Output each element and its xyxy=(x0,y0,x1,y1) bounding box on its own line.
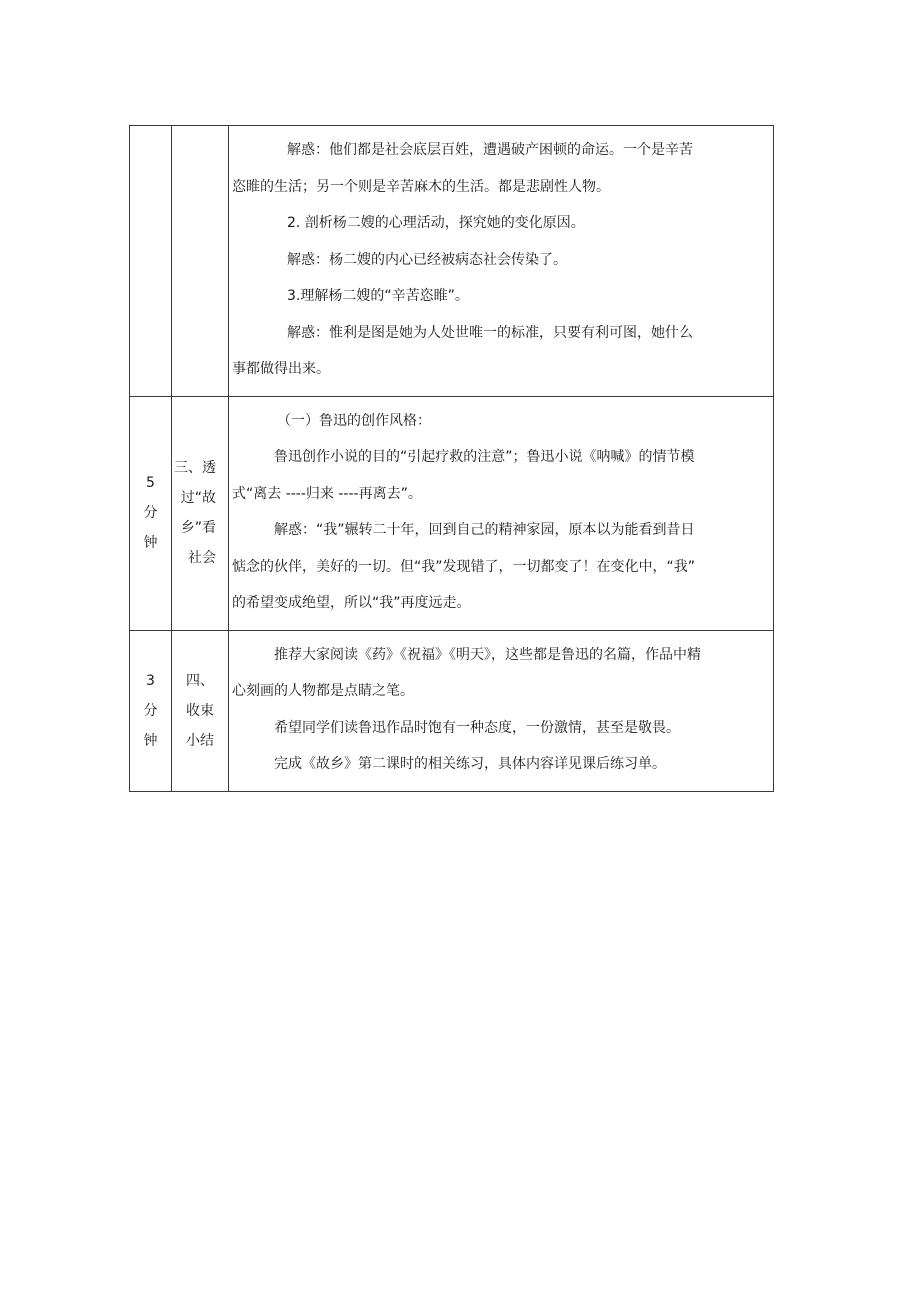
duration-cell xyxy=(130,396,172,630)
step-text: 收束 xyxy=(186,702,214,719)
content-line: 惦念的伙伴，美好的一切。但“我”发现错了，一切都变了！在变化中，“我” xyxy=(232,558,696,575)
step-cell xyxy=(172,630,229,791)
duration-text: 3 xyxy=(146,672,155,689)
content-line: 事都做得出来。 xyxy=(232,361,330,377)
table-row xyxy=(130,396,774,630)
step-text: 三、透 xyxy=(174,460,216,476)
content-line: 2. 剖析杨二嫂的心理活动，探究她的变化原因。 xyxy=(287,215,585,231)
content-line: 3.理解杨二嫂的“辛苦恣睢”。 xyxy=(287,288,469,304)
content-line: 解惑：惟利是图是她为人处世唯一的标准，只要有利可图，她什么 xyxy=(287,324,693,341)
content-line: 心刻画的人物都是点睛之笔。 xyxy=(232,683,414,699)
duration-text: 钟 xyxy=(143,732,158,749)
step-cell xyxy=(172,126,229,397)
content-line: 式“离去 ----归来 ----再离去”。 xyxy=(232,485,422,502)
step-text: 乡”看 xyxy=(180,520,216,536)
step-text: 社会 xyxy=(188,550,216,566)
content-cell xyxy=(229,396,774,630)
content-cell xyxy=(229,126,774,397)
content-line: 鲁迅创作小说的目的“引起疗救的注意”；鲁迅小说《呐喊》的情节模 xyxy=(274,449,695,465)
content-line: 完成《故乡》第二课时的相关练习，具体内容详见课后练习单。 xyxy=(274,756,666,772)
content-line: 恣睢的生活；另一个则是辛苦麻木的生活。都是悲剧性人物。 xyxy=(232,178,610,195)
content-line: 希望同学们读鲁迅作品时饱有一种态度，一份激情，甚至是敬畏。 xyxy=(274,719,680,736)
duration-cell xyxy=(130,126,172,397)
content-line: （一）鲁迅的创作风格： xyxy=(277,412,431,429)
duration-text: 5 xyxy=(146,475,155,491)
content-line: 推荐大家阅读《药》《祝福》《明天》，这些都是鲁迅的名篇，作品中精 xyxy=(274,646,701,663)
duration-text: 分 xyxy=(143,505,158,521)
duration-text: 分 xyxy=(143,702,158,719)
step-cell xyxy=(172,396,229,630)
content-line: 解惑：杨二嫂的内心已经被病态社会传染了。 xyxy=(287,251,567,268)
duration-cell xyxy=(130,630,172,791)
step-text: 小结 xyxy=(186,732,214,749)
lesson-plan-table xyxy=(129,125,774,792)
content-line: 解惑：他们都是社会底层百姓，遭遇破产困顿的命运。一个是辛苦 xyxy=(287,142,693,158)
content-line: 解惑：“我”辗转二十年，回到自己的精神家园，原本以为能看到昔日 xyxy=(274,522,695,538)
content-line: 的希望变成绝望，所以“我”再度远走。 xyxy=(232,595,471,611)
table-row xyxy=(130,126,774,397)
content-cell xyxy=(229,630,774,791)
step-text: 过“故 xyxy=(180,490,216,506)
duration-text: 钟 xyxy=(143,535,158,551)
step-text: 四、 xyxy=(186,672,214,689)
table-row xyxy=(130,630,774,791)
